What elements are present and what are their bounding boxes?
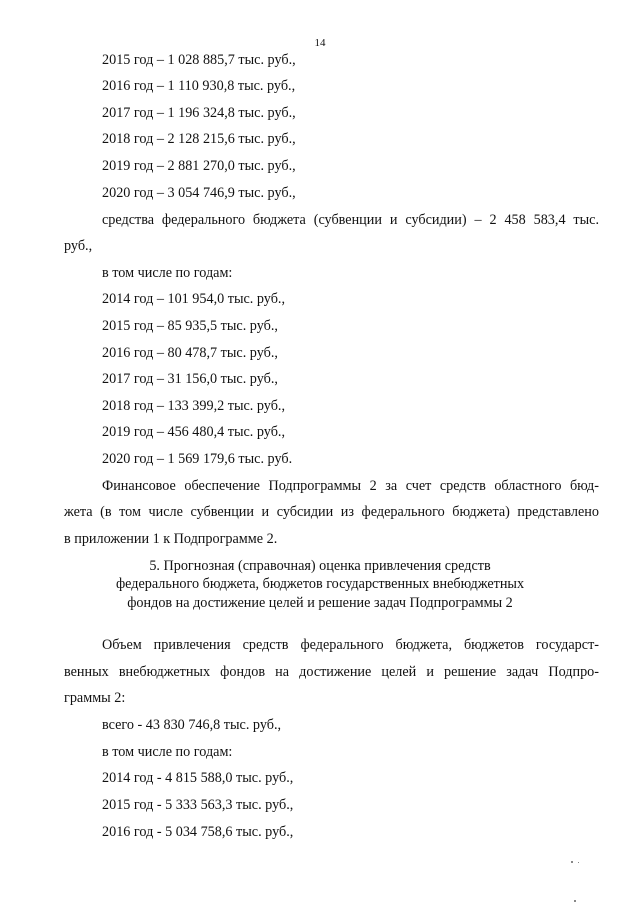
- year-line: 2020 год – 1 569 179,6 тыс. руб.: [102, 451, 293, 467]
- year-line: 2015 год – 85 935,5 тыс. руб.,: [102, 318, 278, 334]
- year-line: 2018 год – 2 128 215,6 тыс. руб.,: [102, 131, 296, 147]
- year-line: 2014 год – 101 954,0 тыс. руб.,: [102, 291, 286, 307]
- scan-speck: [578, 862, 579, 863]
- federal-budget-line-cont: руб.,: [64, 238, 93, 254]
- year-line: 2019 год – 456 480,4 тыс. руб.,: [102, 424, 286, 440]
- volume-paragraph-line: граммы 2:: [64, 690, 126, 706]
- section-heading-line: фондов на достижение целей и решение задач Подпрограммы 2: [127, 595, 513, 611]
- year-line: 2017 год – 31 156,0 тыс. руб.,: [102, 371, 278, 387]
- scan-speck: [571, 861, 573, 863]
- volume-paragraph-line: Объем привлечения средств федерального бюджета, бюджетов государст-: [102, 637, 599, 653]
- section-heading-line: 5. Прогнозная (справочная) оценка привлечения средств: [149, 558, 491, 574]
- volume-paragraph-line: венных внебюджетных фондов на достижение целей и решение задач Подпро-: [64, 664, 599, 680]
- year-line: 2017 год – 1 196 324,8 тыс. руб.,: [102, 105, 296, 121]
- section-heading-line: федерального бюджета, бюджетов государственных внебюджетных: [115, 576, 525, 592]
- page-number: 14: [314, 37, 326, 49]
- year-line: 2016 год - 5 034 758,6 тыс. руб.,: [102, 824, 294, 840]
- year-line: 2015 год – 1 028 885,7 тыс. руб.,: [102, 52, 296, 68]
- including-by-years: в том числе по годам:: [102, 265, 233, 281]
- year-line: 2018 год – 133 399,2 тыс. руб.,: [102, 398, 286, 414]
- finance-paragraph-line: жета (в том числе субвенции и субсидии из федерального бюджета) представлено: [64, 504, 599, 520]
- year-line: 2016 год – 80 478,7 тыс. руб.,: [102, 345, 278, 361]
- finance-paragraph-line: в приложении 1 к Подпрограмме 2.: [64, 531, 278, 547]
- federal-budget-line: средства федерального бюджета (субвенции и субсидии) – 2 458 583,4 тыс.: [102, 212, 599, 228]
- year-line: 2014 год - 4 815 588,0 тыс. руб.,: [102, 770, 294, 786]
- finance-paragraph-line: Финансовое обеспечение Подпрограммы 2 за счет средств областного бюд-: [102, 478, 599, 494]
- year-line: 2020 год – 3 054 746,9 тыс. руб.,: [102, 185, 296, 201]
- year-line: 2015 год - 5 333 563,3 тыс. руб.,: [102, 797, 294, 813]
- total-line: всего - 43 830 746,8 тыс. руб.,: [102, 717, 282, 733]
- including-by-years: в том числе по годам:: [102, 744, 233, 760]
- year-line: 2016 год – 1 110 930,8 тыс. руб.,: [102, 78, 296, 94]
- year-line: 2019 год – 2 881 270,0 тыс. руб.,: [102, 158, 296, 174]
- scan-speck: [574, 900, 576, 902]
